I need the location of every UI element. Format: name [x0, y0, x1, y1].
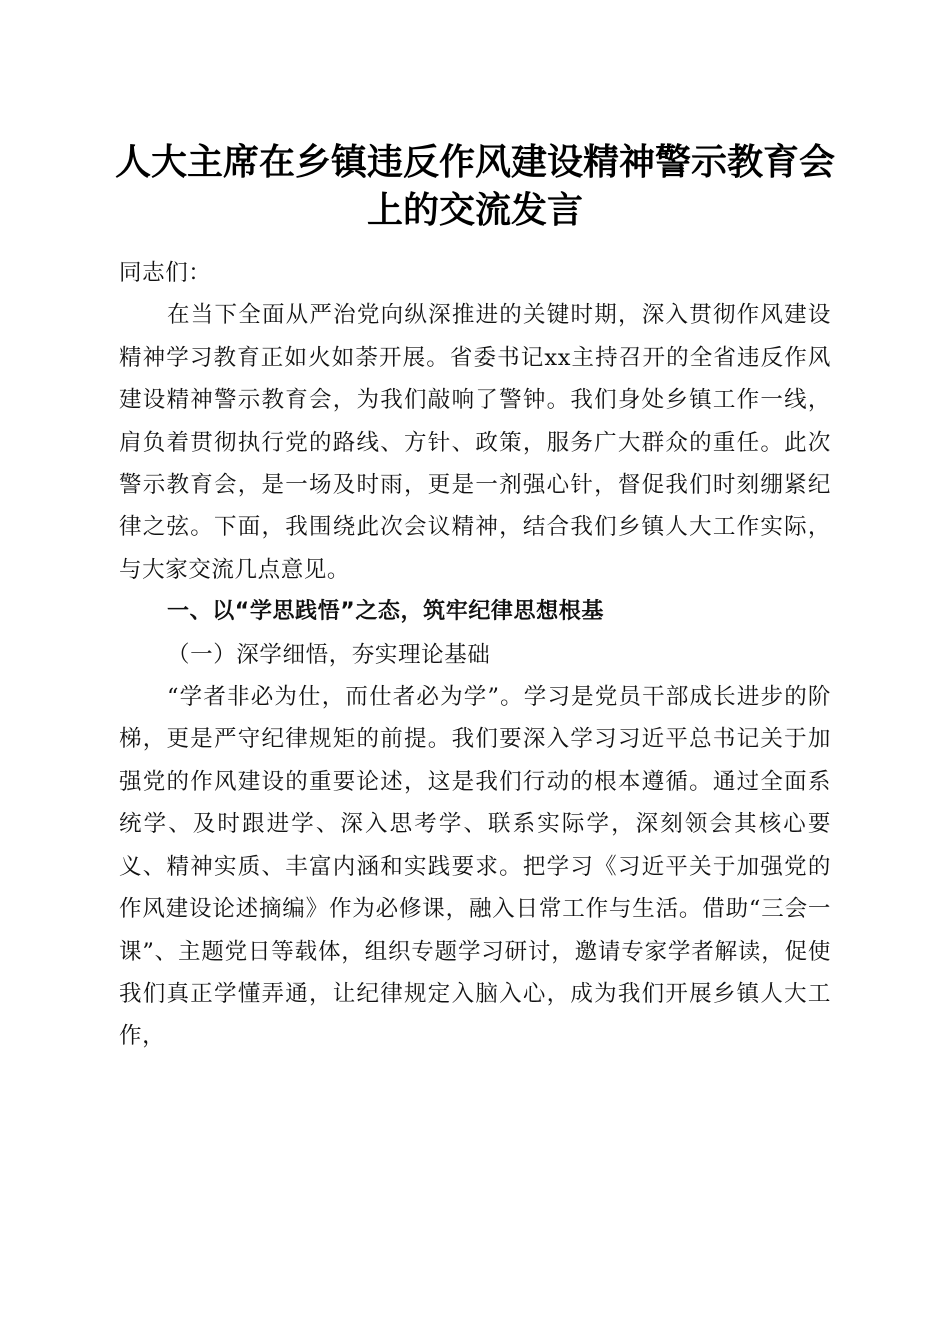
document-body — [119, 252, 831, 1058]
document-title-line-1: 人大主席在乡镇违反作风建设精神警示教育会 — [114, 141, 835, 183]
salutation: 同志们： — [119, 260, 212, 286]
intro-paragraph: 在当下全面从严治党向纵深推进的关键时期，深入贯彻作风建设精神学习教育正如火如荼开展。省委书记xx主持召开的全省违反作风建设精神警示教育会，为我们敲响了警钟。我们身处乡镇工作一线，肩负着贯彻执行党的路线、方针、政策，服务广大群众的重任。此次警示教育会，是一场及时雨，更是一剂强心针，督促我们时刻绷紧纪律之弦。下面，我围绕此次会议精神，结合我们乡镇人大工作实际，与大家交流几点意见。 — [119, 302, 831, 583]
body-paragraph-1: “学者非必为仕，而仕者必为学”。学习是党员干部成长进步的阶梯，更是严守纪律规矩的前提。我们要深入学习习近平总书记关于加强党的作风建设的重要论述，这是我们行动的根本遵循。通过全面系统学、及时跟进学、深入思考学、联系实际学，深刻领会其核心要义、精神实质、丰富内涵和实践要求。把学习《习近平关于加强党的作风建设论述摘编》作为必修课，融入日常工作与生活。借助“三会一课”、主题党日等载体，组织专题学习研讨，邀请专家学者解读，促使我们真正学懂弄通，让纪律规定入脑入心，成为我们开展乡镇人大工作， — [119, 684, 831, 1050]
document-title-line-2: 上的交流发言 — [366, 189, 583, 231]
section-heading-1: 一、以“学思践悟”之态，筑牢纪律思想根基 — [167, 599, 604, 625]
subsection-heading-1: （一）深学细悟，夯实理论基础 — [167, 641, 491, 668]
